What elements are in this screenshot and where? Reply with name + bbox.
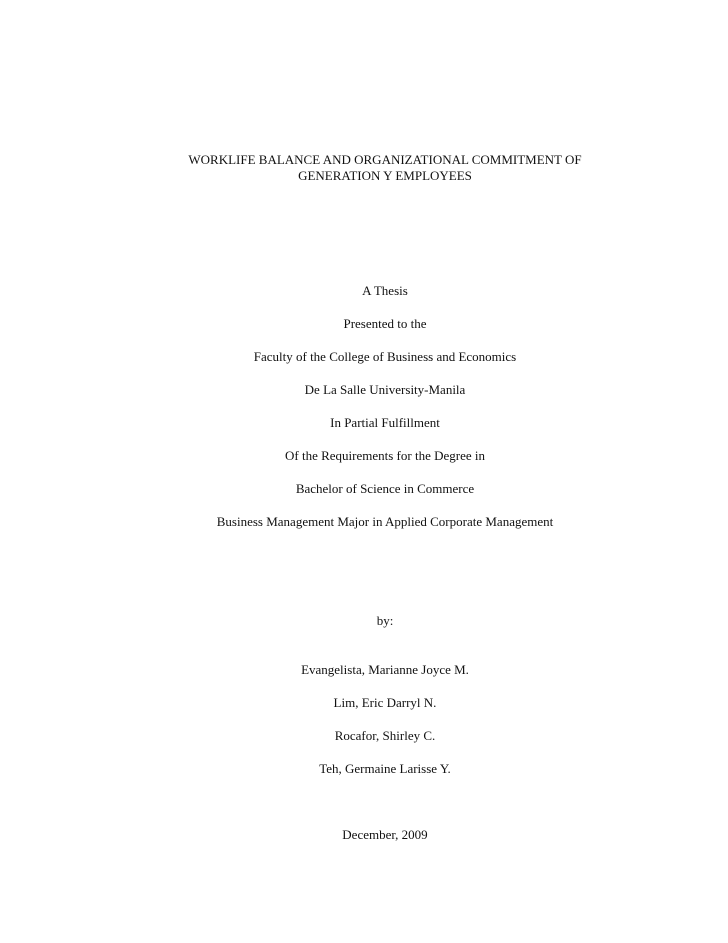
author-intro: by: — [376, 613, 394, 628]
author-name: Lim, Eric Darryl N. — [333, 695, 437, 710]
thesis-title-line-2: GENERATION Y EMPLOYEES — [298, 168, 472, 183]
requirements-statement: Of the Requirements for the Degree in — [285, 448, 485, 463]
major-name: Business Management Major in Applied Corporate Management — [216, 514, 554, 529]
author-name: Rocafor, Shirley C. — [334, 728, 436, 743]
author-name: Teh, Germaine Larisse Y. — [319, 761, 451, 776]
document-type: A Thesis — [362, 283, 408, 298]
university-name: De La Salle University-Manila — [304, 382, 466, 397]
faculty-name: Faculty of the College of Business and Economics — [253, 349, 517, 364]
submission-date: December, 2009 — [342, 827, 428, 842]
author-name: Evangelista, Marianne Joyce M. — [301, 662, 469, 677]
degree-name: Bachelor of Science in Commerce — [295, 481, 475, 496]
thesis-title-line-1: WORKLIFE BALANCE AND ORGANIZATIONAL COMMITMENT OF — [188, 152, 582, 167]
presented-to: Presented to the — [343, 316, 427, 331]
fulfillment-statement: In Partial Fulfillment — [330, 415, 440, 430]
